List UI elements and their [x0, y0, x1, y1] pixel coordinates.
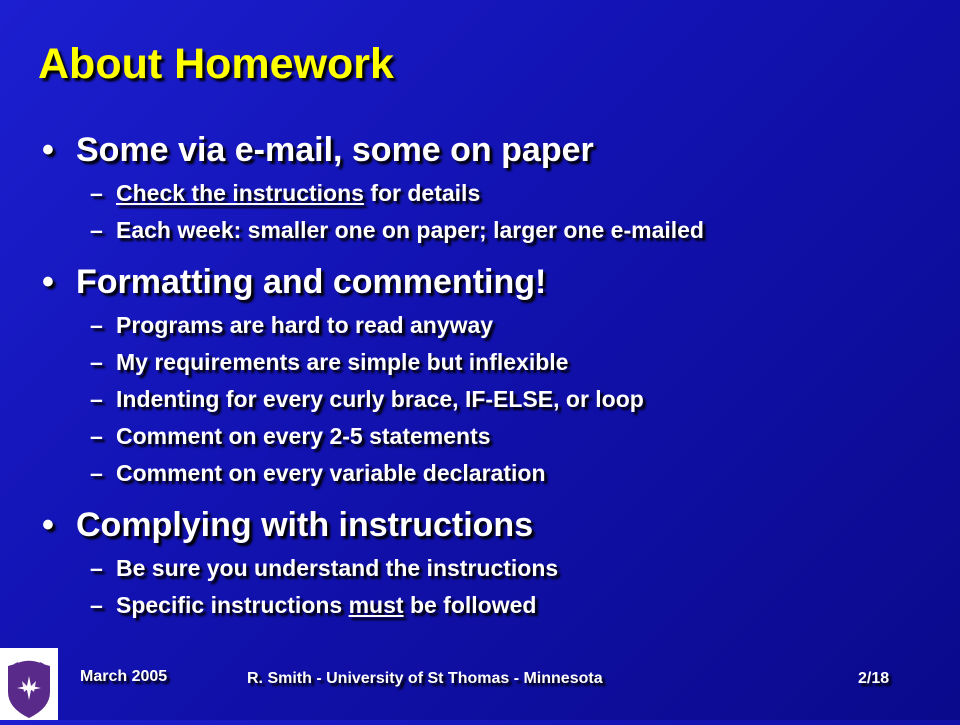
underlined-text: Check the instructions — [116, 180, 364, 206]
slide-title: About Homework — [38, 40, 394, 88]
dash-icon: – — [90, 180, 103, 206]
bullet-icon: • — [42, 263, 54, 301]
sub-item-text: Each week: smaller one on paper; larger one e-mailed — [116, 217, 704, 243]
university-shield-logo-icon — [0, 648, 58, 720]
dash-icon: – — [90, 217, 103, 243]
sub-item-text: Be sure you understand the instructions — [116, 555, 559, 581]
sub-item-text: Specific instructions must be followed — [116, 592, 537, 618]
bullet-heading: Formatting and commenting! — [76, 263, 547, 301]
bullet-icon: • — [42, 131, 54, 169]
section-formatting — [42, 262, 942, 487]
sub-item-text: My requirements are simple but inflexible — [116, 349, 569, 375]
dash-icon: – — [90, 349, 103, 375]
dash-icon: – — [90, 386, 103, 412]
dash-icon: – — [90, 460, 103, 486]
sub-item — [90, 592, 942, 619]
dash-icon: – — [90, 555, 103, 581]
bullet-item — [42, 262, 942, 302]
sub-item — [90, 217, 942, 244]
sub-item-text: Comment on every 2-5 statements — [116, 423, 491, 449]
sub-item-text: Check the instructions for details — [116, 180, 481, 206]
bullet-item — [42, 130, 942, 170]
sub-item-text: Programs are hard to read anyway — [116, 312, 494, 338]
footer-credit: R. Smith - University of St Thomas - Minnesota — [247, 670, 603, 687]
sub-item-text: Indenting for every curly brace, IF-ELSE, or loop — [116, 386, 644, 412]
section-email-paper — [42, 130, 942, 244]
dash-icon: – — [90, 592, 103, 618]
sub-item — [90, 386, 942, 413]
footer-date: March 2005 — [80, 668, 168, 685]
slide-content — [42, 124, 942, 629]
sub-item — [90, 555, 942, 582]
footer-page-number: 2/18 — [858, 670, 890, 687]
underlined-text: must — [348, 592, 404, 618]
sub-item — [90, 312, 942, 339]
bullet-heading: Complying with instructions — [76, 506, 534, 544]
dash-icon: – — [90, 423, 103, 449]
sub-item — [90, 460, 942, 487]
bullet-icon: • — [42, 506, 54, 544]
sub-item-text: Comment on every variable declaration — [116, 460, 546, 486]
dash-icon: – — [90, 312, 103, 338]
sub-item — [90, 349, 942, 376]
sub-item — [90, 180, 942, 207]
bullet-item — [42, 505, 942, 545]
bullet-heading: Some via e-mail, some on paper — [76, 131, 594, 169]
slide-footer — [0, 648, 960, 720]
sub-item — [90, 423, 942, 450]
section-instructions — [42, 505, 942, 619]
